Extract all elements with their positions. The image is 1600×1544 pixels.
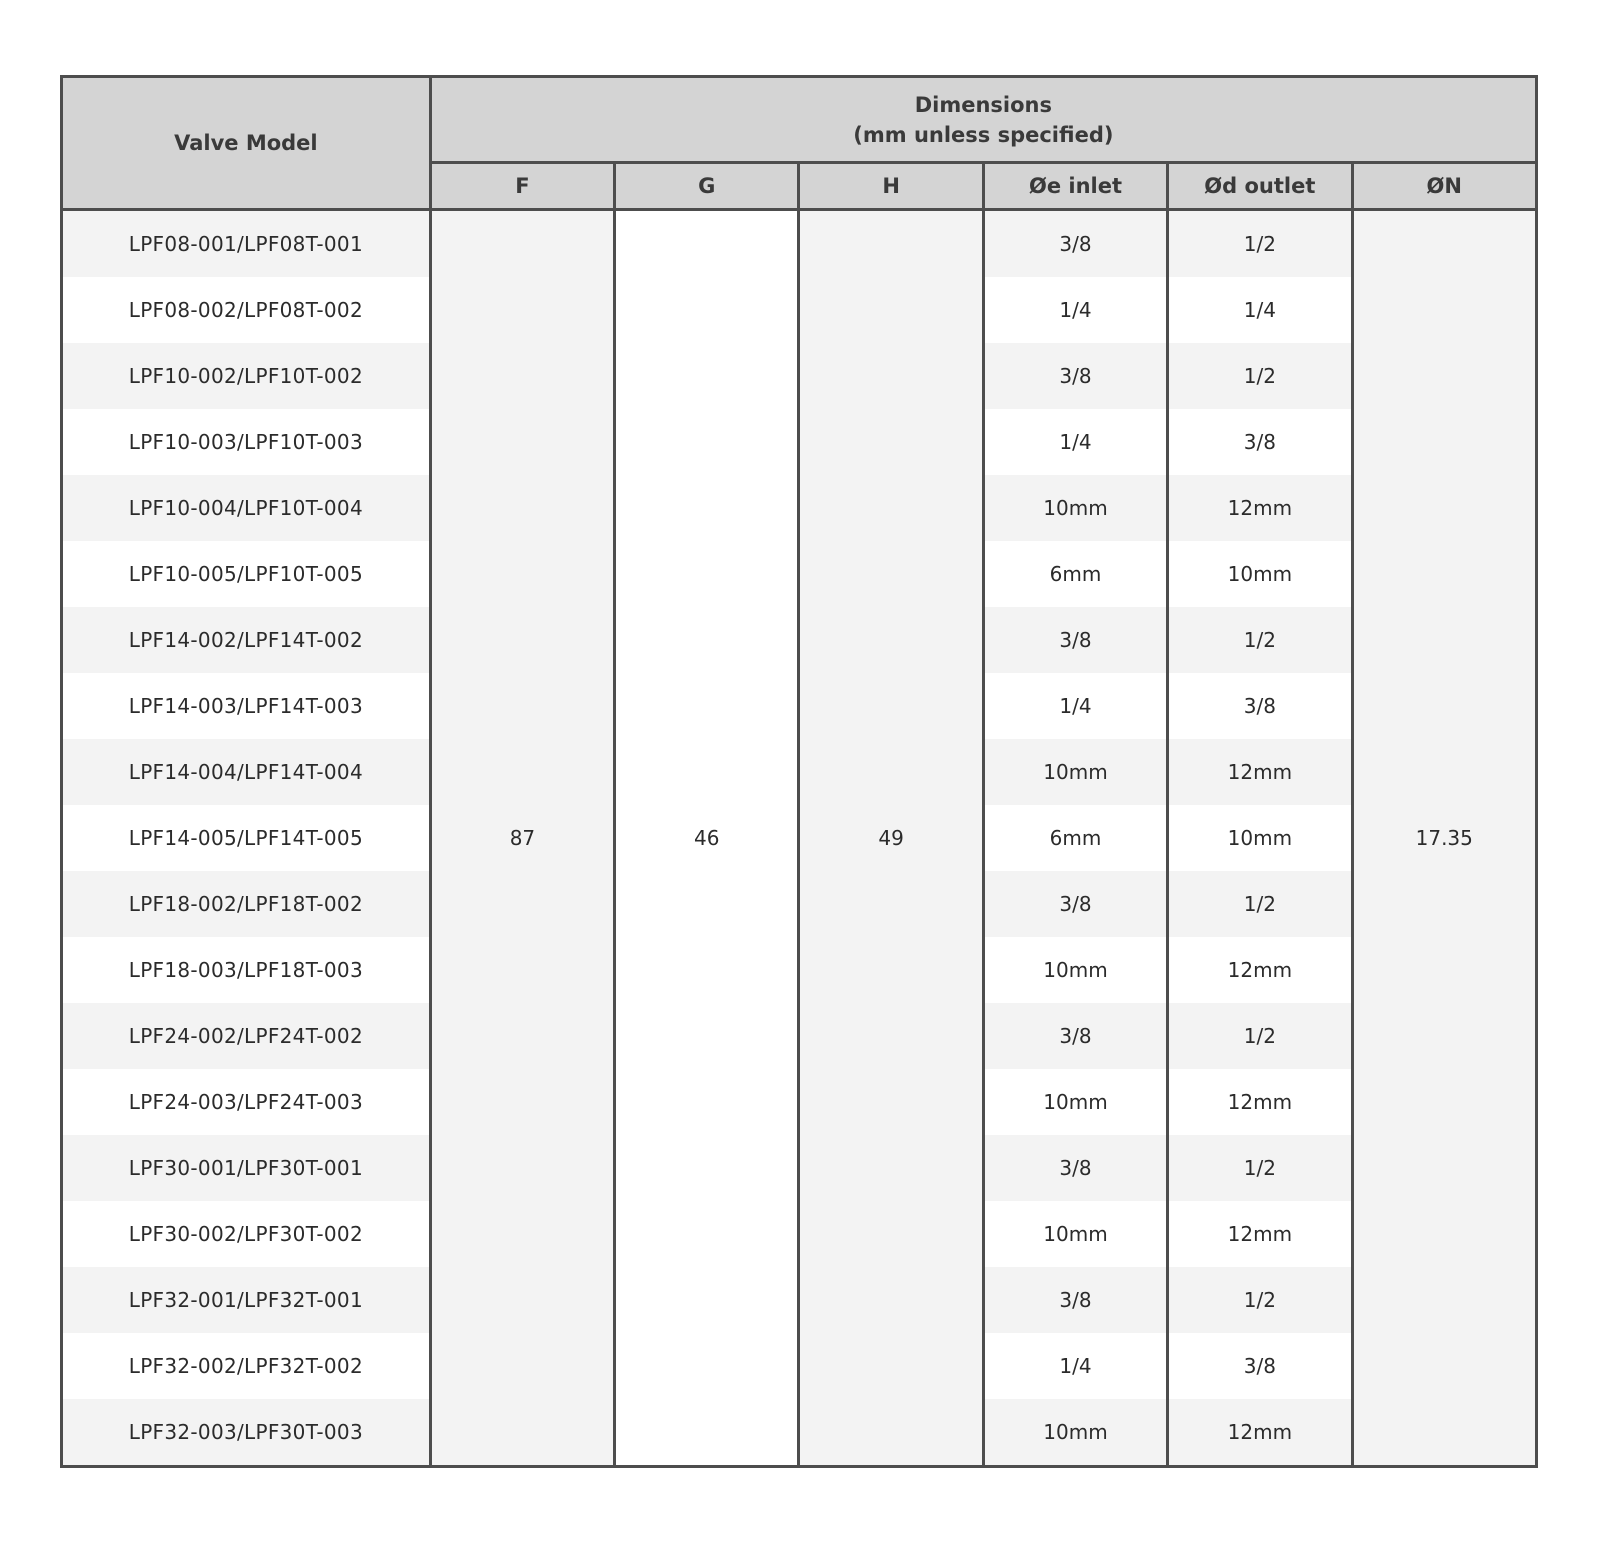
valve-model-cell: LPF18-003/LPF18T-003 (62, 937, 431, 1003)
inlet-cell: 3/8 (983, 343, 1167, 409)
outlet-cell: 3/8 (1168, 409, 1352, 475)
column-header-inlet: Øe inlet (983, 163, 1167, 210)
inlet-cell: 10mm (983, 1399, 1167, 1467)
valve-model-cell: LPF14-002/LPF14T-002 (62, 607, 431, 673)
valve-model-cell: LPF10-004/LPF10T-004 (62, 475, 431, 541)
dimensions-header (430, 77, 1536, 163)
valve-model-cell: LPF10-002/LPF10T-002 (62, 343, 431, 409)
outlet-cell: 12mm (1168, 1069, 1352, 1135)
valve-model-cell: LPF32-001/LPF32T-001 (62, 1267, 431, 1333)
inlet-cell: 3/8 (983, 607, 1167, 673)
valve-model-cell: LPF32-003/LPF30T-003 (62, 1399, 431, 1467)
valve-model-header: Valve Model (62, 77, 431, 210)
inlet-cell: 10mm (983, 739, 1167, 805)
outlet-cell: 3/8 (1168, 673, 1352, 739)
valve-model-cell: LPF30-002/LPF30T-002 (62, 1201, 431, 1267)
inlet-cell: 3/8 (983, 1267, 1167, 1333)
valve-model-cell: LPF24-003/LPF24T-003 (62, 1069, 431, 1135)
valve-model-cell: LPF10-003/LPF10T-003 (62, 409, 431, 475)
dimension-g-cell: 46 (615, 210, 799, 1467)
outlet-cell: 1/2 (1168, 343, 1352, 409)
outlet-cell: 12mm (1168, 1399, 1352, 1467)
valve-model-cell: LPF08-002/LPF08T-002 (62, 277, 431, 343)
column-header-n: ØN (1352, 163, 1536, 210)
column-header-outlet: Ød outlet (1168, 163, 1352, 210)
outlet-cell: 3/8 (1168, 1333, 1352, 1399)
column-header-f: F (430, 163, 614, 210)
inlet-cell: 6mm (983, 805, 1167, 871)
outlet-cell: 1/2 (1168, 607, 1352, 673)
dimension-h-cell: 49 (799, 210, 983, 1467)
valve-dimensions-table (60, 75, 1538, 1468)
outlet-cell: 1/2 (1168, 1003, 1352, 1069)
inlet-cell: 3/8 (983, 871, 1167, 937)
table-body (62, 210, 1537, 1467)
outlet-cell: 1/2 (1168, 1135, 1352, 1201)
inlet-cell: 6mm (983, 541, 1167, 607)
outlet-cell: 1/2 (1168, 1267, 1352, 1333)
dimension-f-cell: 87 (430, 210, 614, 1467)
valve-model-cell: LPF10-005/LPF10T-005 (62, 541, 431, 607)
inlet-cell: 3/8 (983, 1135, 1167, 1201)
inlet-cell: 1/4 (983, 409, 1167, 475)
dimension-n-cell: 17.35 (1352, 210, 1536, 1467)
inlet-cell: 10mm (983, 1201, 1167, 1267)
outlet-cell: 10mm (1168, 805, 1352, 871)
inlet-cell: 1/4 (983, 277, 1167, 343)
valve-model-cell: LPF14-005/LPF14T-005 (62, 805, 431, 871)
outlet-cell: 12mm (1168, 739, 1352, 805)
table-row (62, 210, 1537, 278)
header-row-top (62, 77, 1537, 163)
inlet-cell: 10mm (983, 937, 1167, 1003)
inlet-cell: 1/4 (983, 1333, 1167, 1399)
outlet-cell: 12mm (1168, 937, 1352, 1003)
column-header-h: H (799, 163, 983, 210)
outlet-cell: 10mm (1168, 541, 1352, 607)
outlet-cell: 12mm (1168, 1201, 1352, 1267)
outlet-cell: 1/2 (1168, 210, 1352, 278)
valve-model-cell: LPF14-004/LPF14T-004 (62, 739, 431, 805)
valve-model-cell: LPF32-002/LPF32T-002 (62, 1333, 431, 1399)
outlet-cell: 1/4 (1168, 277, 1352, 343)
inlet-cell: 10mm (983, 475, 1167, 541)
inlet-cell: 3/8 (983, 210, 1167, 278)
outlet-cell: 12mm (1168, 475, 1352, 541)
outlet-cell: 1/2 (1168, 871, 1352, 937)
dimensions-unit-note: (mm unless specified) (853, 122, 1114, 147)
inlet-cell: 3/8 (983, 1003, 1167, 1069)
column-header-g: G (615, 163, 799, 210)
inlet-cell: 10mm (983, 1069, 1167, 1135)
valve-model-cell: LPF30-001/LPF30T-001 (62, 1135, 431, 1201)
valve-model-cell: LPF18-002/LPF18T-002 (62, 871, 431, 937)
dimensions-title: Dimensions (914, 92, 1052, 117)
valve-model-cell: LPF14-003/LPF14T-003 (62, 673, 431, 739)
valve-model-cell: LPF24-002/LPF24T-002 (62, 1003, 431, 1069)
valve-model-cell: LPF08-001/LPF08T-001 (62, 210, 431, 278)
inlet-cell: 1/4 (983, 673, 1167, 739)
